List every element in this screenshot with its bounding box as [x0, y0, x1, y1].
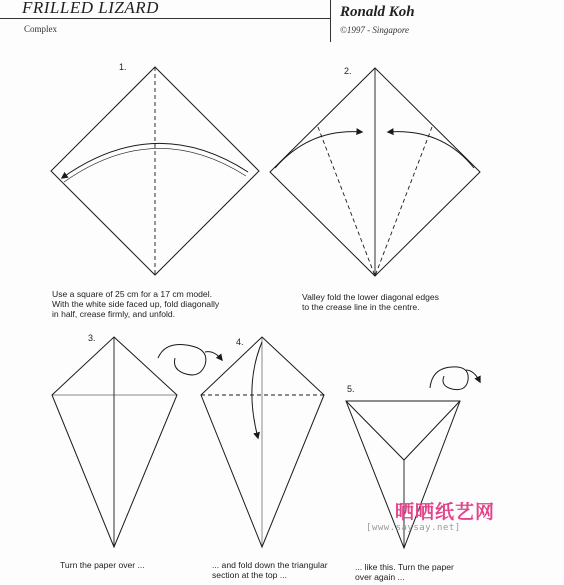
watermark-brand: 晒晒纸艺网	[395, 501, 496, 523]
turn-over-arrow-icon	[430, 367, 480, 390]
step-1-caption: Use a square of 25 cm for a 17 cm model. With the white side faced up, fold diagonally in half, crease firmly, and unfold.	[52, 289, 220, 319]
step-2-left-valley-fold	[318, 127, 375, 276]
step-1-diagram	[51, 67, 259, 275]
step-3-caption: Turn the paper over ...	[60, 560, 145, 570]
step-2-caption: Valley fold the lower diagonal edges to the crease line in the centre.	[302, 292, 439, 312]
step-2-right-arrow	[388, 132, 474, 168]
step-4-diagram	[201, 337, 324, 547]
step-4-caption: ... and fold down the triangular section at the top ...	[212, 560, 328, 580]
author-name: Ronald Koh	[340, 4, 415, 20]
turn-over-arrow-icon	[158, 345, 222, 375]
step-3-diagram	[52, 337, 177, 547]
step-2-left-arrow	[275, 132, 362, 168]
watermark-url: [www.saysay.net]	[366, 523, 461, 533]
step-4-number: 4.	[236, 337, 244, 347]
step-3-kite	[52, 337, 177, 547]
copyright-note: ©1997 - Singapore	[340, 25, 409, 35]
step-2-number: 2.	[344, 66, 352, 76]
fold-down-arrow-icon	[252, 342, 262, 438]
step-1-number: 1.	[119, 62, 127, 72]
step-2-diagram	[270, 68, 480, 276]
step-3-number: 3.	[88, 333, 96, 343]
step-4-kite	[201, 337, 324, 547]
difficulty-label: Complex	[24, 24, 57, 34]
step-5-number: 5.	[347, 384, 355, 394]
page-title: FRILLED LIZARD	[22, 0, 159, 17]
step-2-right-valley-fold	[375, 127, 432, 276]
step-5-caption: ... like this. Turn the paper over again ...	[355, 562, 454, 582]
